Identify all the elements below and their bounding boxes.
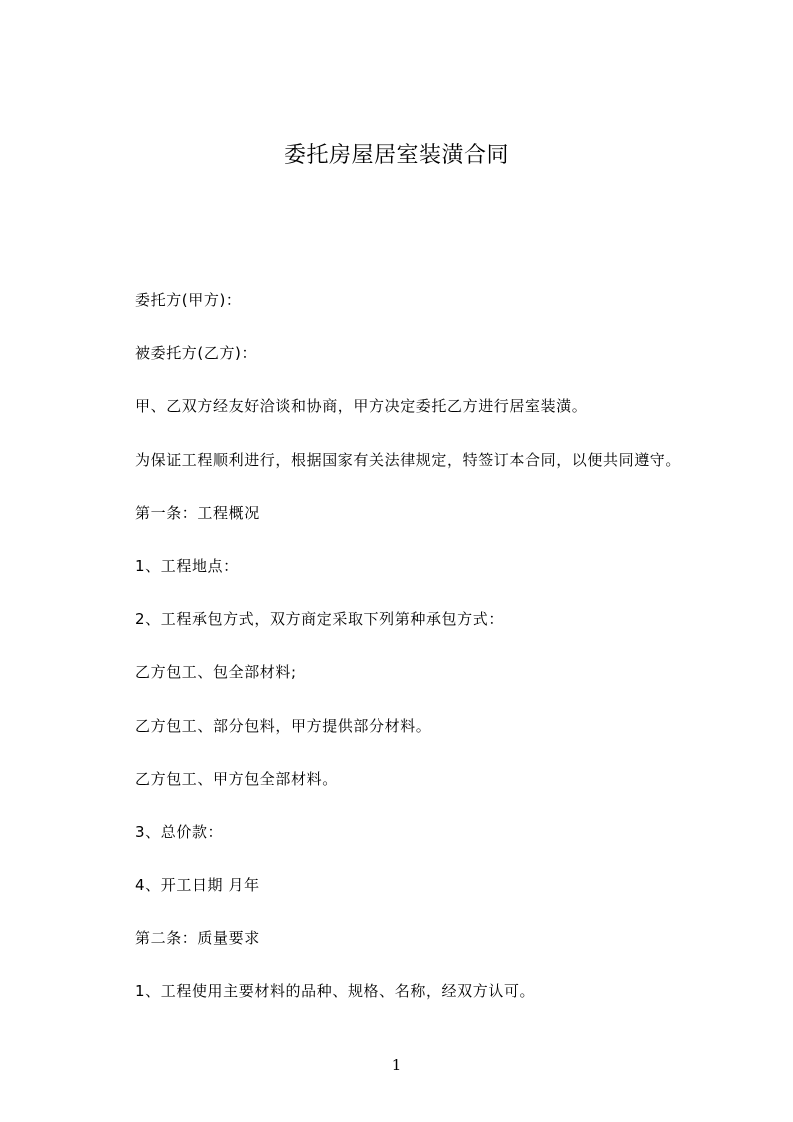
clause-location: 1、工程地点： [135, 556, 239, 575]
article-1-heading: 第一条：工程概况 [135, 503, 260, 522]
document-title: 委托房屋居室装潢合同 [283, 143, 509, 168]
article-2-heading: 第二条：质量要求 [135, 929, 260, 948]
clause-contract-method: 2、工程承包方式，双方商定采取下列第种承包方式： [135, 610, 504, 629]
paragraph-contractor: 被委托方(乙方)： [135, 344, 258, 363]
paragraph-purpose: 为保证工程顺利进行，根据国家有关法律规定，特签订本合同，以便共同遵守。 [135, 450, 682, 469]
option-partial-materials: 乙方包工、部分包料，甲方提供部分材料。 [135, 716, 432, 735]
paragraph-agreement: 甲、乙双方经友好洽谈和协商，甲方决定委托乙方进行居室装潢。 [135, 397, 588, 416]
clause-start-date: 4、开工日期 月年 [135, 876, 260, 895]
clause-total-price: 3、总价款： [135, 822, 224, 841]
option-all-materials: 乙方包工、包全部材料; [135, 663, 297, 682]
page-number: 1 [391, 1056, 402, 1074]
option-client-materials: 乙方包工、甲方包全部材料。 [135, 769, 338, 788]
paragraph-client: 委托方(甲方)： [135, 291, 242, 309]
document-body [135, 286, 735, 1031]
clause-materials-quality: 1、工程使用主要材料的品种、规格、名称，经双方认可。 [135, 982, 536, 1001]
